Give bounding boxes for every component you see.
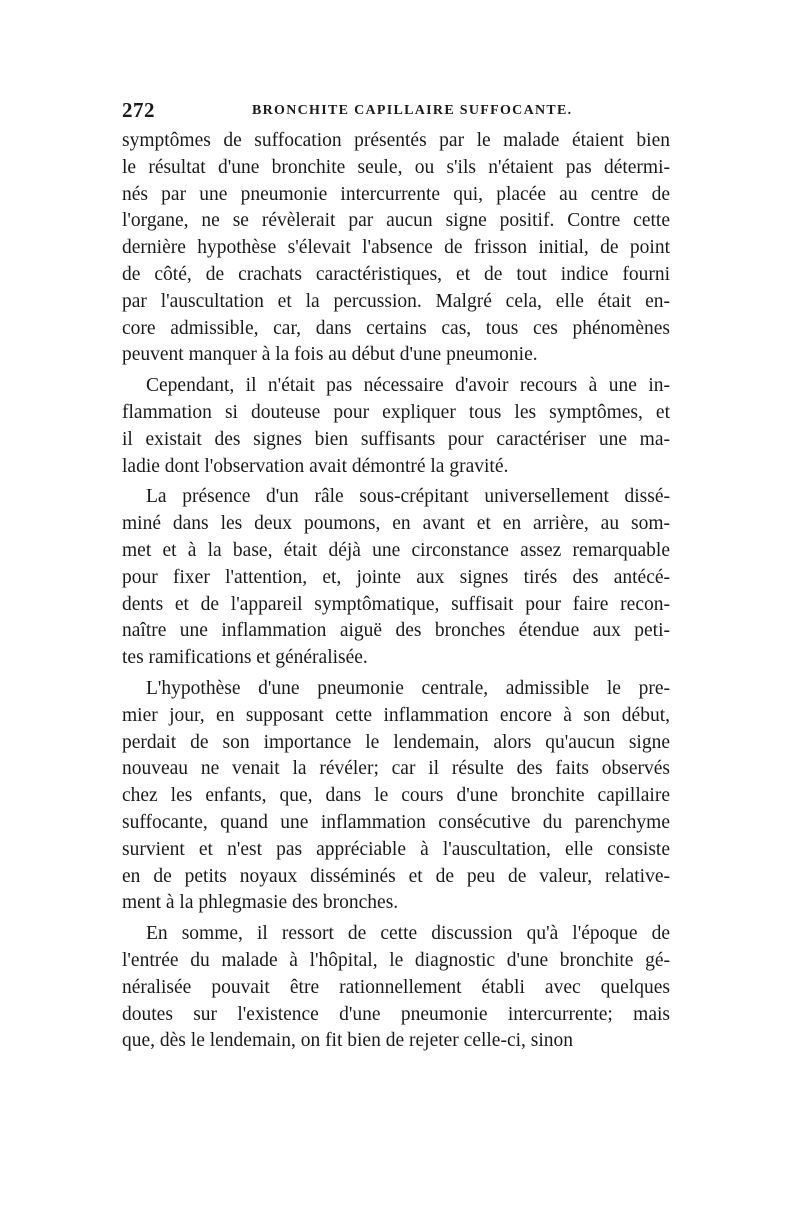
page-number: 272 xyxy=(122,98,155,122)
paragraph xyxy=(122,676,670,917)
text-line: en de petits noyaux disséminés et de peu de valeur, relative- xyxy=(122,865,670,887)
text-line: core admissible, car, dans certains cas, tous ces phénomènes xyxy=(122,317,670,339)
text-line: néralisée pouvait être rationnellement établi avec quelques xyxy=(122,976,670,998)
text-line: suffocante, quand une inflammation consécutive du parenchyme xyxy=(122,811,670,833)
text-line: Cependant, il n'était pas nécessaire d'avoir recours à une in- xyxy=(146,375,670,397)
text-line: ladie dont l'observation avait démontré la gravité. xyxy=(122,455,509,477)
text-line: L'hypothèse d'une pneumonie centrale, admissible le pre- xyxy=(146,677,670,699)
text-line: chez les enfants, que, dans le cours d'une bronchite capillaire xyxy=(122,785,670,807)
text-line: met et à la base, était déjà une circonstance assez remarquable xyxy=(122,539,670,561)
paragraph xyxy=(122,921,670,1055)
paragraph xyxy=(122,373,670,480)
text-line: l'entrée du malade à l'hôpital, le diagnostic d'une bronchite gé- xyxy=(122,949,670,971)
text-line: tes ramifications et généralisée. xyxy=(122,647,368,669)
text-line: dernière hypothèse s'élevait l'absence de frisson initial, de point xyxy=(122,237,670,259)
text-line: nés par une pneumonie intercurrente qui, placée au centre de xyxy=(122,183,670,205)
text-line: naître une inflammation aiguë des bronches étendue aux peti- xyxy=(122,620,670,642)
text-line: l'organe, ne se révèlerait par aucun signe positif. Contre cette xyxy=(122,210,670,232)
text-line: perdait de son importance le lendemain, alors qu'aucun signe xyxy=(122,731,670,753)
paragraph xyxy=(122,128,670,369)
text-line: mier jour, en supposant cette inflammation encore à son début, xyxy=(122,704,670,726)
text-line: dents et de l'appareil symptômatique, suffisait pour faire recon- xyxy=(122,593,670,615)
body-text xyxy=(122,128,670,1055)
text-line: doutes sur l'existence d'une pneumonie intercurrente; mais xyxy=(122,1003,670,1025)
text-line: flammation si douteuse pour expliquer tous les symptômes, et xyxy=(122,401,670,423)
paragraph xyxy=(122,484,670,672)
text-line: peuvent manquer à la fois au début d'une pneumonie. xyxy=(122,344,538,366)
page-header xyxy=(122,98,678,128)
text-line: miné dans les deux poumons, en avant et en arrière, au som- xyxy=(122,513,670,535)
running-title: BRONCHITE CAPILLAIRE SUFFOCANTE. xyxy=(252,103,573,118)
text-line: par l'auscultation et la percussion. Malgré cela, elle était en- xyxy=(122,290,670,312)
text-line: symptômes de suffocation présentés par le malade étaient bien xyxy=(122,130,670,151)
text-line: survient et n'est pas appréciable à l'auscultation, elle consiste xyxy=(122,838,670,860)
text-line: il existait des signes bien suffisants pour caractériser une ma- xyxy=(122,428,670,450)
text-line: de côté, de crachats caractéristiques, et de tout indice fourni xyxy=(122,263,670,285)
text-line: le résultat d'une bronchite seule, ou s'ils n'étaient pas détermi- xyxy=(122,156,670,178)
text-line: ment à la phlegmasie des bronches. xyxy=(122,892,399,914)
text-line: La présence d'un râle sous-crépitant universellement dissé- xyxy=(146,486,670,508)
text-line: nouveau ne venait la révéler; car il résulte des faits observés xyxy=(122,758,670,780)
text-line: que, dès le lendemain, on fit bien de rejeter celle-ci, sinon xyxy=(122,1030,574,1052)
text-line: pour fixer l'attention, et, jointe aux signes tirés des antécé- xyxy=(122,566,670,588)
text-line: En somme, il ressort de cette discussion qu'à l'époque de xyxy=(146,923,670,945)
